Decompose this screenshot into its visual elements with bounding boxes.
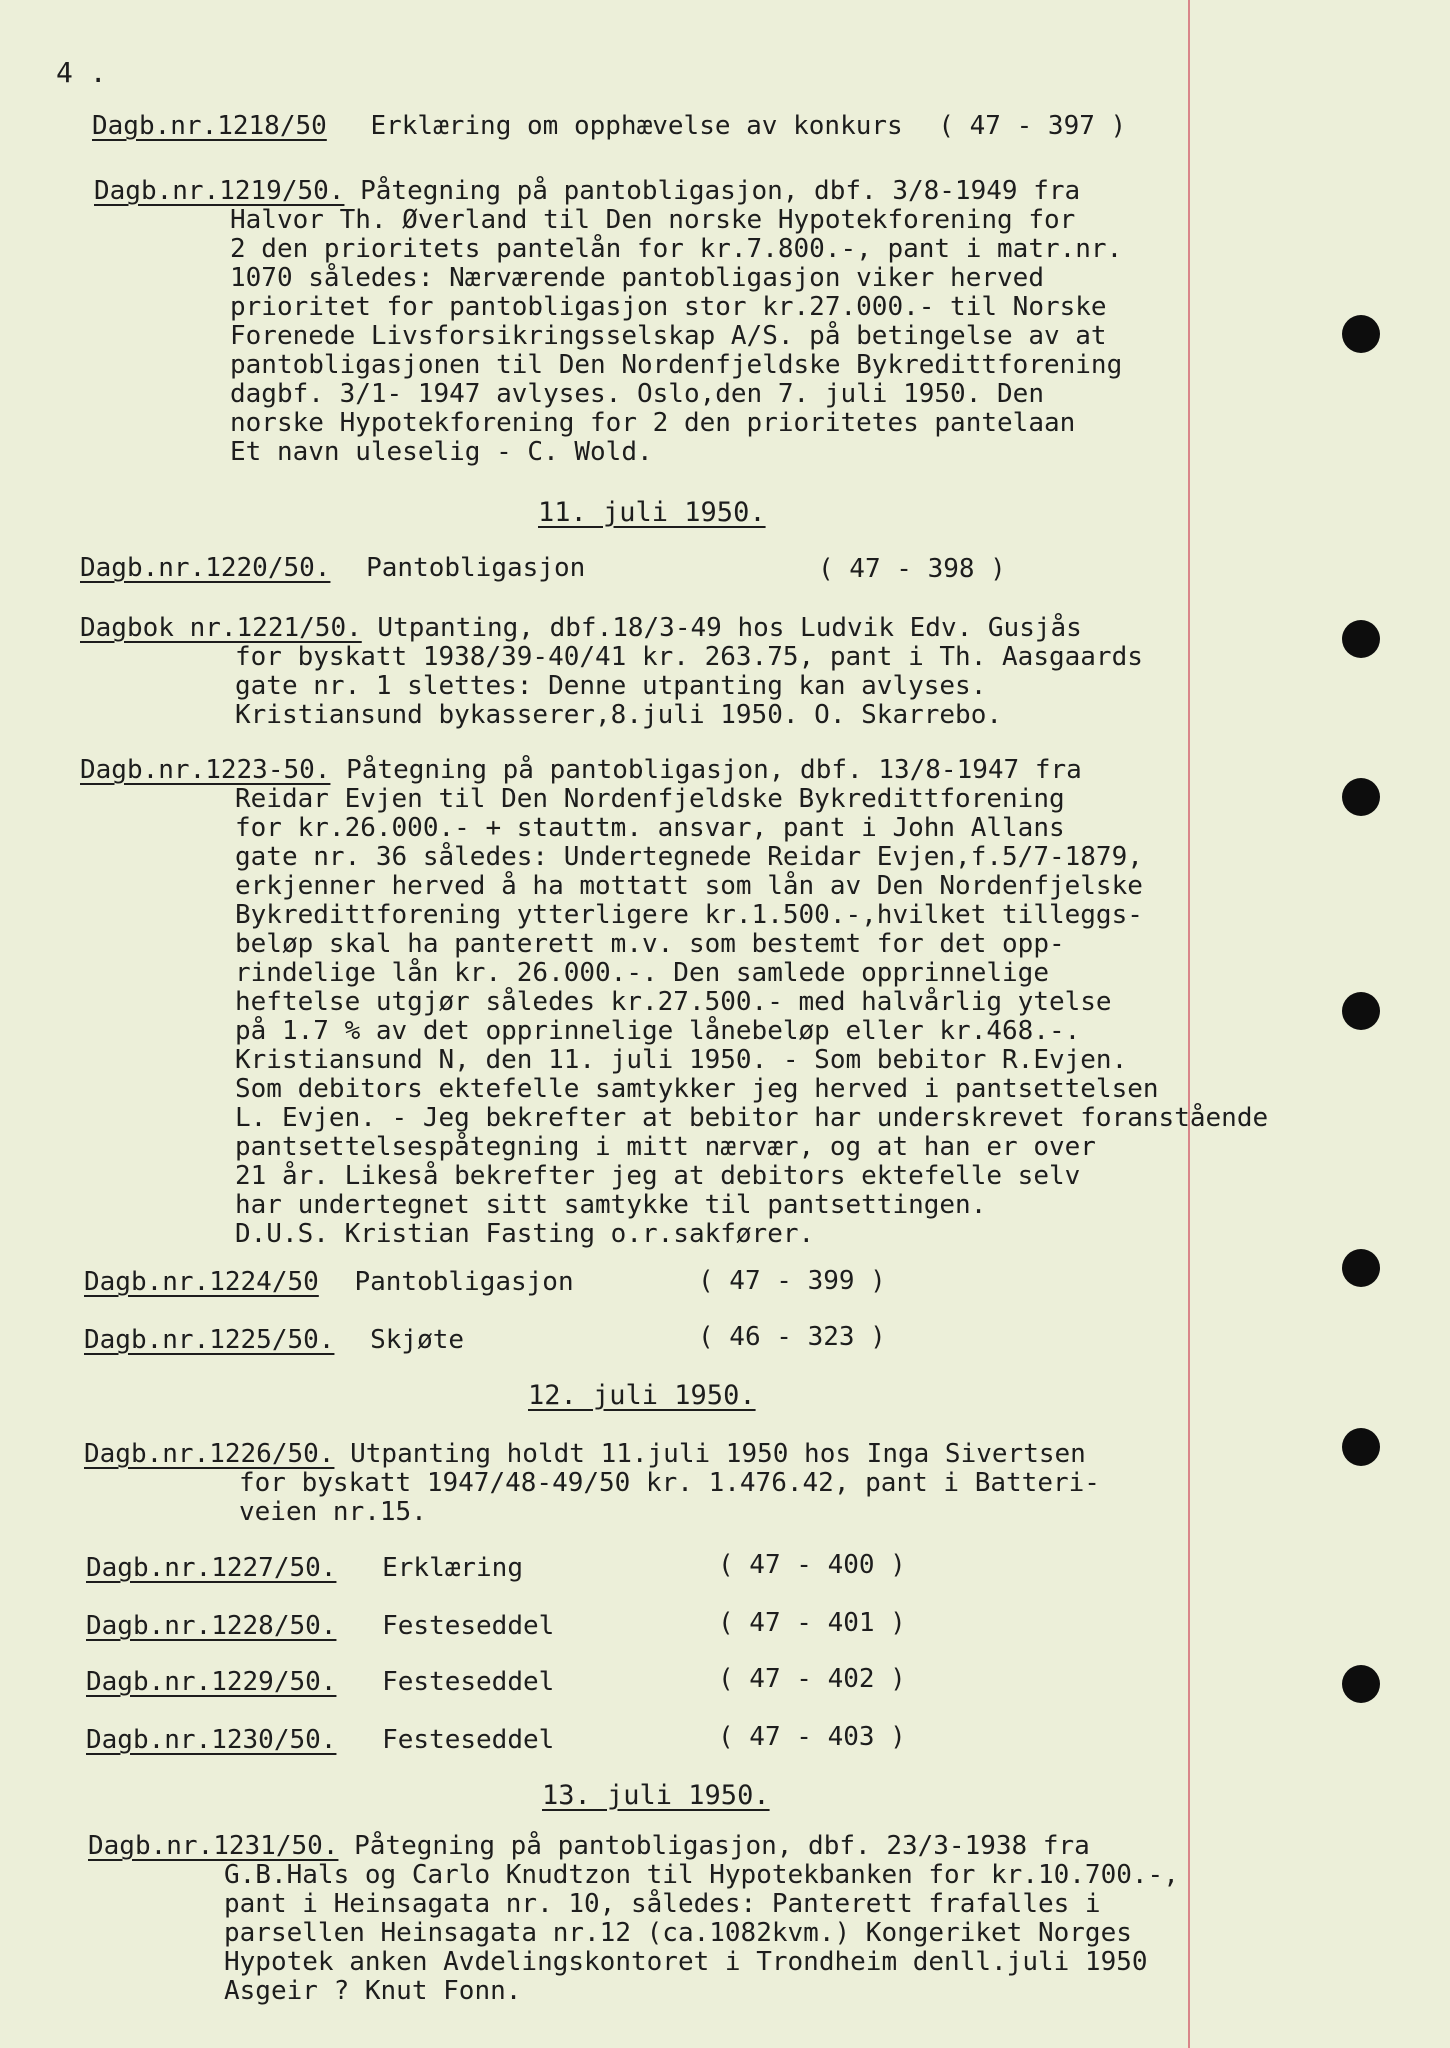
entry-line: for byskatt 1947/48-49/50 kr. 1.476.42, pant i Batteri- [239,1468,1100,1498]
entry-pages: ( 46 - 323 ) [698,1322,886,1352]
entry-1221 [80,614,1143,730]
punch-hole [1342,992,1380,1030]
entry-line: Forenede Livsforsikringsselskap A/S. på betingelse av at [230,321,1107,351]
entry-line: 1070 således: Nærværende pantobligasjon viker herved [230,263,1044,293]
entry-title: Pantobligasjon [366,553,586,583]
entry-ref: Dagb.nr.1218/50 [92,111,327,141]
entry-line: parsellen Heinsagata nr.12 (ca.1082kvm.) Kongeriket Norges [224,1918,1132,1948]
entry-line: dagbf. 3/1- 1947 avlyses. Oslo,den 7. juli 1950. Den [230,379,1044,409]
entry-1219 [94,177,1122,467]
entry-line: norske Hypotekforening for 2 den prioritetes pantelaan [230,408,1076,438]
punch-hole [1342,1428,1380,1466]
entry-1223 [80,756,1268,1249]
entry-1220 [80,554,585,583]
entry-line: gate nr. 1 slettes: Denne utpanting kan avlyses. [235,671,987,701]
entry-line: pantobligasjonen til Den Nordenfjeldske Bykredittforening [230,350,1123,380]
entry-ref: Dagb.nr.1224/50 [84,1267,319,1297]
entry-line: Kristiansund N, den 11. juli 1950. - Som bebitor R.Evjen. [235,1045,1128,1075]
entry-ref: Dagb.nr.1220/50. [80,553,331,583]
entry-line: Bykredittforening ytterligere kr.1.500.-,hvilket tilleggs- [235,900,1143,930]
entry-1218 [92,112,1126,141]
entry-line: Hypotek anken Avdelingskontoret i Trondheim denll.juli 1950 [224,1947,1148,1977]
entry-title: Pantobligasjon [354,1267,574,1297]
entry-ref: Dagb.nr.1219/50. [94,176,345,206]
entry-pages: ( 47 - 402 ) [718,1664,906,1694]
entry-line: Halvor Th. Øverland til Den norske Hypotekforening for [230,205,1076,235]
entry-1230 [86,1726,554,1755]
entry-line: Asgeir ? Knut Fonn. [224,1976,522,2006]
entry-line: pantsettelsespåtegning i mitt nærvær, og at han er over [235,1132,1096,1162]
entry-pages: ( 47 - 403 ) [718,1722,906,1752]
entry-line: L. Evjen. - Jeg bekrefter at bebitor har underskrevet foranstående [235,1103,1269,1133]
entry-title: Skjøte [370,1325,465,1355]
entry-pages: ( 47 - 397 ) [938,111,1127,141]
entry-line: 21 år. Likeså bekrefter jeg at debitors ektefelle selv [235,1161,1081,1191]
entry-1226 [84,1440,1100,1527]
entry-line: Som debitors ektefelle samtykker jeg herved i pantsettelsen [235,1074,1159,1104]
entry-line: på 1.7 % av det opprinnelige lånebeløp eller kr.468.-. [235,1016,1081,1046]
entry-line: 2 den prioritets pantelån for kr.7.800.-, pant i matr.nr. [230,234,1123,264]
entry-title: Festeseddel [382,1725,555,1755]
entry-title: Erklæring [382,1553,523,1583]
entry-line: D.U.S. Kristian Fasting o.r.sakfører. [235,1219,815,1249]
entry-line: prioritet for pantobligasjon stor kr.27.000.- til Norske [230,292,1107,322]
punch-hole [1342,315,1380,353]
entry-1224 [84,1268,574,1297]
entry-line: G.B.Hals og Carlo Knudtzon til Hypotekbanken for kr.10.700.-, [224,1860,1179,1890]
entry-line: Reidar Evjen til Den Nordenfjeldske Bykredittforening [235,784,1065,814]
entry-ref: Dagb.nr.1223-50. [80,755,331,785]
entry-1231 [88,1832,1179,2006]
entry-line: veien nr.15. [239,1497,427,1527]
entry-ref: Dagb.nr.1225/50. [84,1325,335,1355]
entry-line: for kr.26.000.- + stauttm. ansvar, pant i John Allans [235,813,1065,843]
entry-ref: Dagb.nr.1231/50. [88,1831,339,1861]
entry-title: Festeseddel [382,1667,555,1697]
entry-line: Kristiansund bykasserer,8.juli 1950. O. Skarrebo. [235,700,1003,730]
entry-ref: Dagbok nr.1221/50. [80,613,362,643]
entry-title: Festeseddel [382,1611,555,1641]
page-number: 4 . [56,56,107,89]
entry-ref: Dagb.nr.1230/50. [86,1725,337,1755]
entry-line: heftelse utgjør således kr.27.500.- med halvårlig ytelse [235,987,1112,1017]
entry-1228 [86,1612,554,1641]
punch-hole [1342,778,1380,816]
punch-hole [1342,620,1380,658]
date-heading: 12. juli 1950. [528,1380,756,1411]
entry-pages: ( 47 - 399 ) [698,1266,886,1296]
entry-line: Påtegning på pantobligasjon, dbf. 23/3-1938 fra [354,1831,1090,1861]
entry-pages: ( 47 - 398 ) [818,554,1006,584]
punch-hole [1342,1665,1380,1703]
entry-1229 [86,1668,554,1697]
entry-1225 [84,1326,464,1355]
punch-hole [1342,1249,1380,1287]
entry-ref: Dagb.nr.1228/50. [86,1611,337,1641]
entry-line: pant i Heinsagata nr. 10, således: Panterett frafalles i [224,1889,1101,1919]
entry-1227 [86,1554,523,1583]
entry-line: har undertegnet sitt samtykke til pantsettingen. [235,1190,987,1220]
entry-line: Et navn uleselig - C. Wold. [230,437,653,467]
entry-line: beløp skal ha panterett m.v. som bestemt for det opp- [235,929,1065,959]
entry-line: rindelige lån kr. 26.000.-. Den samlede opprinnelige [235,958,1049,988]
date-heading: 11. juli 1950. [538,497,766,528]
entry-pages: ( 47 - 401 ) [718,1608,906,1638]
entry-ref: Dagb.nr.1229/50. [86,1667,337,1697]
entry-line: for byskatt 1938/39-40/41 kr. 263.75, pant i Th. Aasgaards [235,642,1143,672]
entry-ref: Dagb.nr.1226/50. [84,1439,335,1469]
entry-line: Påtegning på pantobligasjon, dbf. 13/8-1947 fra [346,755,1082,785]
entry-line: Utpanting holdt 11.juli 1950 hos Inga Sivertsen [350,1439,1086,1469]
entry-line: Påtegning på pantobligasjon, dbf. 3/8-1949 fra [360,176,1081,206]
entry-title: Erklæring om opphævelse av konkurs [370,111,903,141]
entry-line: gate nr. 36 således: Undertegnede Reidar Evjen,f.5/7-1879, [235,842,1143,872]
entry-ref: Dagb.nr.1227/50. [86,1553,337,1583]
entry-line: Utpanting, dbf.18/3-49 hos Ludvik Edv. Gusjås [377,613,1082,643]
entry-pages: ( 47 - 400 ) [718,1550,906,1580]
date-heading: 13. juli 1950. [542,1780,770,1811]
entry-line: erkjenner herved å ha mottatt som lån av Den Nordenfjelske [235,871,1143,901]
